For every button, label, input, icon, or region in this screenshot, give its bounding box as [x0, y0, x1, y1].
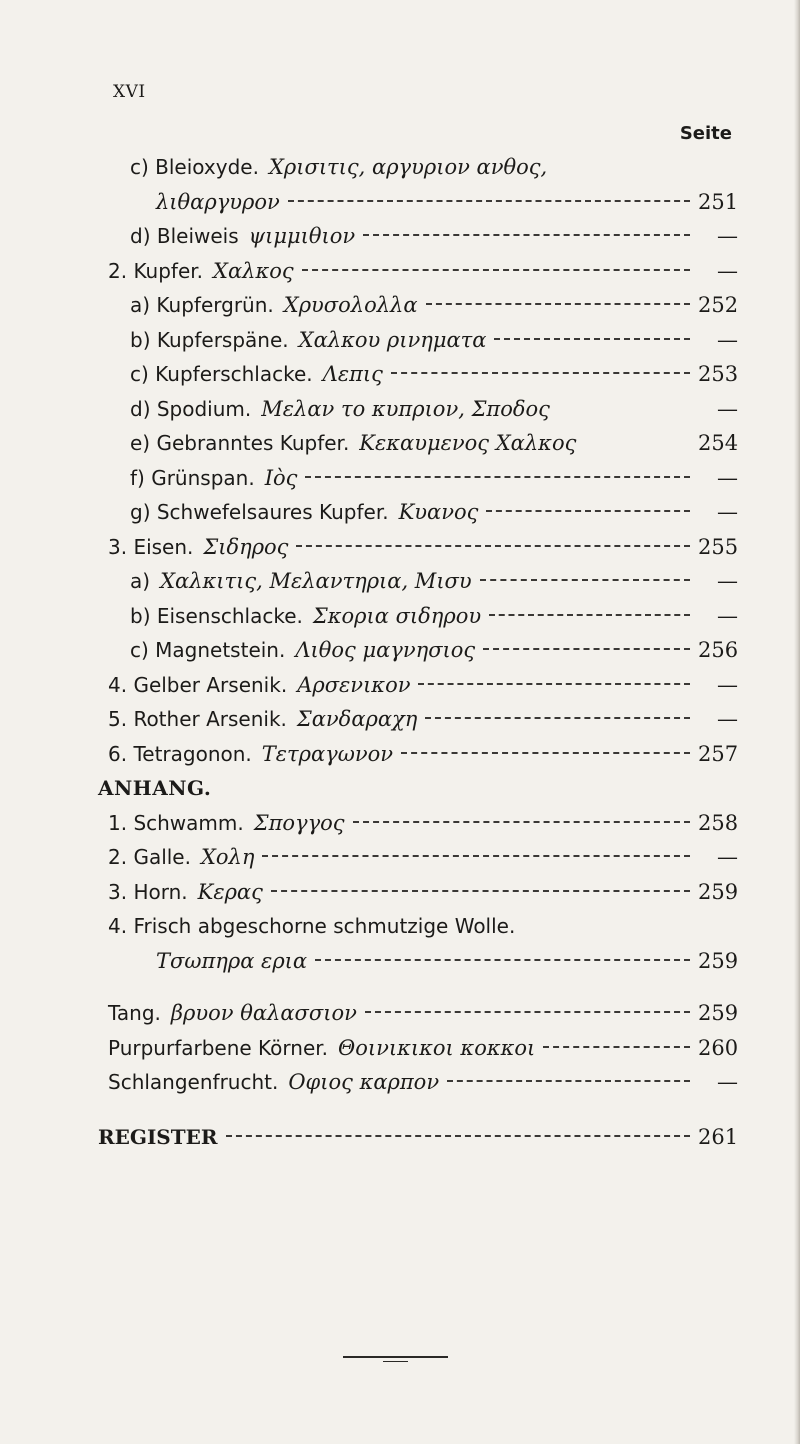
entry-page-number: — [717, 327, 738, 352]
leader-dots [480, 578, 690, 581]
entry-page-number: 256 [698, 638, 739, 662]
leader-dots [418, 682, 690, 685]
toc-entry [108, 426, 738, 461]
leader-dots [296, 544, 690, 547]
entry-label: b) Eisenschlacke. [130, 603, 303, 628]
entry-greek-term: Σπογγος [253, 810, 345, 835]
toc-entry [108, 599, 738, 634]
toc-entry [108, 495, 738, 530]
entry-page-number: 261 [698, 1124, 739, 1149]
leader-dots [302, 268, 690, 271]
toc-entry [108, 909, 738, 944]
entry-page-number: — [717, 1070, 738, 1094]
entry-label: 3. Horn. [108, 879, 188, 904]
leader-dots [226, 1134, 691, 1137]
toc-entry [108, 633, 738, 668]
entry-page-number: — [717, 845, 738, 869]
page-edge [794, 0, 800, 1444]
entry-page-number: — [717, 500, 738, 524]
entry-label: 4. Frisch abgeschorne schmutzige Wolle. [108, 914, 516, 938]
entry-label: c) Bleioxyde. [130, 155, 259, 179]
entry-page-number: — [717, 707, 738, 731]
toc-entry [108, 1031, 738, 1066]
entry-label: 6. Tetragonon. [108, 741, 252, 766]
toc-entry [108, 944, 738, 979]
entry-page-number: 259 [698, 1001, 739, 1025]
entry-page-number: 255 [698, 534, 739, 559]
leader-dots [447, 1079, 690, 1082]
entry-page-number: 253 [698, 362, 739, 386]
leader-dots [543, 1045, 690, 1048]
entry-greek-term: Σιδηρος [203, 534, 289, 559]
entry-page-number: — [717, 603, 738, 628]
toc-entry [108, 806, 738, 841]
entry-label: 3. Eisen. [108, 534, 194, 559]
leader-dots [365, 1010, 690, 1013]
toc-entry [108, 254, 738, 289]
toc-entry [98, 1120, 738, 1155]
entry-greek-term: Λεπις [322, 362, 383, 386]
entry-label: a) Kupfergrün. [130, 293, 274, 317]
entry-greek-term: Τετραγωνον [261, 741, 394, 766]
toc-entry [108, 702, 738, 737]
entry-greek-term: Σκορια σιδηρου [312, 603, 482, 628]
entry-page-number: — [717, 465, 738, 490]
entry-label: d) Spodium. [130, 396, 252, 421]
column-header-seite: Seite [679, 123, 732, 144]
toc-entry [108, 219, 738, 254]
toc-entry [98, 771, 738, 806]
entry-greek-term: Χρισιτις, αργυριον ανθος, [268, 155, 548, 179]
leader-dots [363, 233, 690, 236]
leader-dots [494, 337, 690, 340]
table-of-contents [98, 150, 739, 1154]
entry-page-number: — [717, 396, 738, 421]
leader-dots [391, 371, 690, 374]
leader-dots [483, 647, 690, 650]
entry-label: c) Magnetstein. [130, 638, 286, 662]
entry-label: e) Gebranntes Kupfer. [130, 431, 350, 455]
entry-greek-term: Ιὸς [264, 465, 298, 490]
entry-greek-term: ψιμμιθιον [248, 224, 356, 248]
entry-page-number: — [717, 224, 738, 248]
leader-dots [315, 958, 690, 961]
end-rule [343, 1356, 448, 1358]
leader-dots [401, 751, 690, 754]
toc-entry [108, 668, 738, 703]
leader-dots [486, 509, 690, 512]
entry-greek-term: βρυον θαλασσιον [170, 1001, 357, 1025]
entry-label: f) Grünspan. [130, 465, 255, 490]
toc-entry [108, 323, 738, 358]
leader-dots [262, 854, 690, 857]
entry-greek-term: λιθαργυρον [156, 189, 280, 214]
leader-dots [426, 302, 690, 305]
entry-label: a) [130, 569, 151, 593]
leader-dots [288, 199, 690, 202]
entry-greek-term: Σανδαραχη [296, 707, 418, 731]
entry-page-number: 254 [698, 431, 739, 455]
toc-entry [108, 875, 738, 910]
entry-greek-term: Κερας [197, 879, 263, 904]
entry-page-number: 251 [698, 189, 739, 214]
entry-label: Schlangenfrucht. [108, 1070, 279, 1094]
toc-entry [108, 461, 738, 496]
entry-greek-term: Χρυσολολλα [283, 293, 418, 317]
page-number: XVI [113, 82, 146, 102]
toc-entry [108, 1065, 738, 1100]
entry-page-number: — [717, 672, 738, 697]
section-heading: ANHANG. [98, 776, 212, 800]
entry-label: d) Bleiweis [130, 224, 239, 248]
entry-page-number: 257 [698, 741, 739, 766]
toc-entry [108, 357, 738, 392]
end-rule-small [383, 1361, 408, 1362]
entry-label: 1. Schwamm. [108, 810, 244, 835]
leader-dots [489, 613, 690, 616]
toc-entry [108, 564, 738, 599]
entry-page-number: 260 [698, 1035, 739, 1060]
entry-greek-term: Τσωπηρα ερια [156, 948, 308, 973]
toc-entry [108, 737, 738, 772]
entry-page-number: 259 [698, 948, 739, 973]
entry-label: b) Kupferspäne. [130, 327, 289, 352]
entry-greek-term: Λιθος μαγνησιος [295, 638, 476, 662]
leader-dots [271, 889, 690, 892]
entry-page-number: — [717, 569, 738, 593]
entry-label: Purpurfarbene Körner. [108, 1035, 329, 1060]
toc-entry [108, 840, 738, 875]
entry-label: c) Kupferschlacke. [130, 362, 313, 386]
entry-greek-term: Χαλκου ρινηματα [298, 327, 487, 352]
entry-label: 2. Kupfer. [108, 258, 204, 283]
entry-page-number: — [717, 258, 738, 283]
entry-greek-term: Κεκαυμενος Χαλκος [359, 431, 577, 455]
leader-dots [353, 820, 690, 823]
entry-label: REGISTER [98, 1124, 218, 1149]
entry-greek-term: Χαλκος [213, 258, 294, 283]
entry-page-number: 258 [698, 810, 739, 835]
toc-entry [108, 288, 738, 323]
entry-label: Tang. [108, 1001, 161, 1025]
entry-label: 5. Rother Arsenik. [108, 707, 287, 731]
leader-dots [425, 716, 690, 719]
entry-greek-term: Θοινικικοι κοκκοι [338, 1035, 536, 1060]
toc-entry [108, 392, 738, 427]
entry-greek-term: Χολη [200, 845, 255, 869]
entry-greek-term: Οφιος καρπον [288, 1070, 440, 1094]
toc-entry [108, 150, 738, 185]
toc-entry [108, 185, 738, 220]
entry-greek-term: Κυανος [398, 500, 479, 524]
entry-greek-term: Χαλκιτις, Μελαντηρια, Μισυ [160, 569, 472, 593]
entry-label: 2. Galle. [108, 845, 191, 869]
entry-greek-term: Μελαν το κυπριον, Σποδος [261, 396, 550, 421]
entry-label: 4. Gelber Arsenik. [108, 672, 288, 697]
toc-entry [108, 996, 738, 1031]
entry-label: g) Schwefelsaures Kupfer. [130, 500, 389, 524]
toc-entry [108, 530, 738, 565]
leader-dots [305, 475, 690, 478]
entry-page-number: 252 [698, 293, 739, 317]
entry-page-number: 259 [698, 879, 739, 904]
entry-greek-term: Αρσενικον [297, 672, 411, 697]
